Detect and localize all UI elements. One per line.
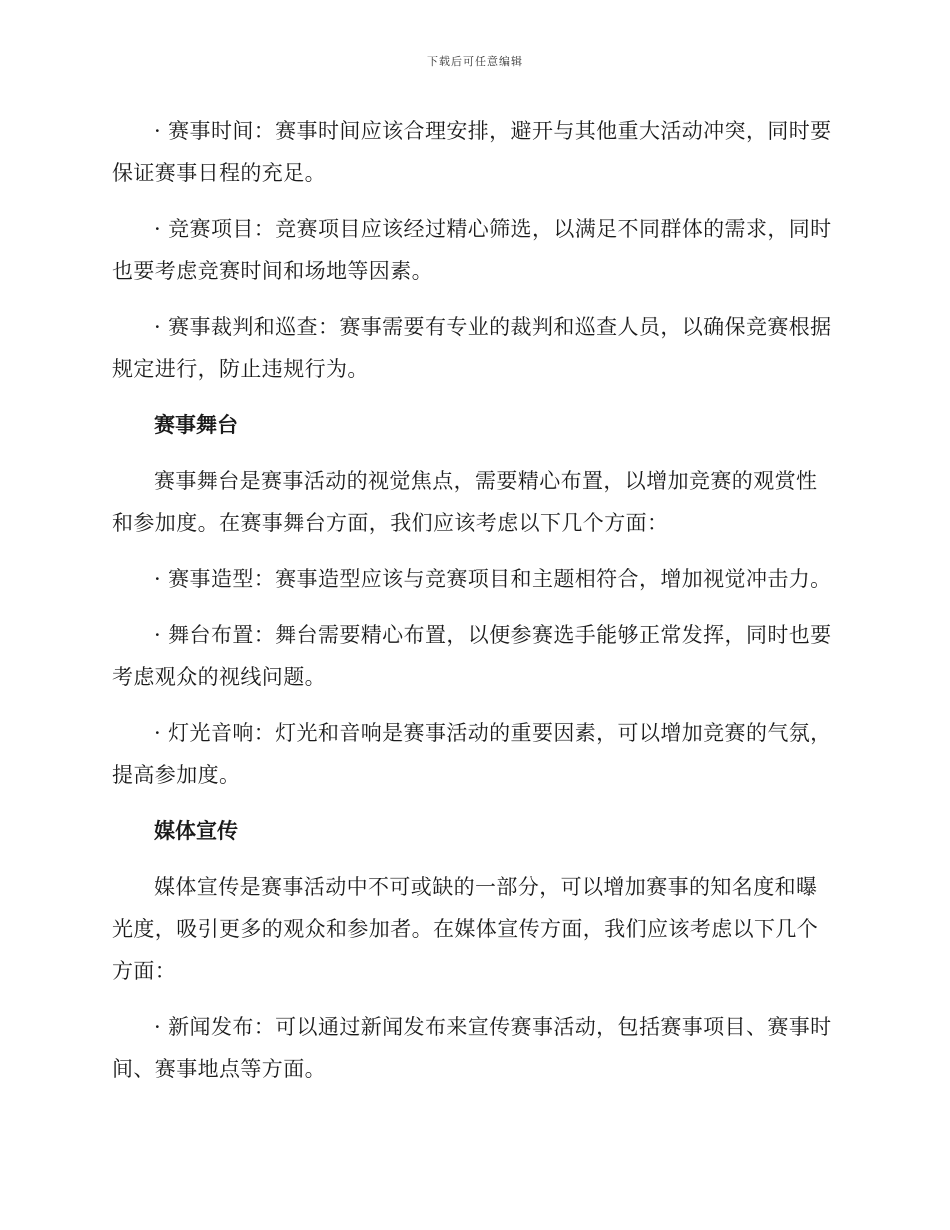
bullet-competition-items: · 竞赛项目：竞赛项目应该经过精心筛选，以满足不同群体的需求，同时也要考虑竞赛时间和场地等因素。 xyxy=(112,217,832,283)
paragraph-media-intro: 媒体宣传是赛事活动中不可或缺的一部分，可以增加赛事的知名度和曝光度，吸引更多的观众和参加者。在媒体宣传方面，我们应该考虑以下几个方面： xyxy=(112,875,819,983)
section-heading-stage: 赛事舞台 xyxy=(154,413,238,437)
page-header: 下载后可任意编辑 xyxy=(427,55,523,68)
section-heading-media: 媒体宣传 xyxy=(154,819,238,843)
document-body xyxy=(112,110,832,1104)
bullet-lighting-sound: · 灯光音响：灯光和音响是赛事活动的重要因素，可以增加竞赛的气氛，提高参加度。 xyxy=(112,721,832,787)
bullet-referee-inspection: · 赛事裁判和巡查：赛事需要有专业的裁判和巡查人员，以确保竞赛根据规定进行，防止违规行为。 xyxy=(112,315,832,381)
bullet-stage-layout: · 舞台布置：舞台需要精心布置，以便参赛选手能够正常发挥，同时也要考虑观众的视线问题。 xyxy=(112,623,832,689)
paragraph-stage-intro: 赛事舞台是赛事活动的视觉焦点，需要精心布置，以增加竞赛的观赏性和参加度。在赛事舞台方面，我们应该考虑以下几个方面： xyxy=(112,469,818,535)
bullet-event-styling: · 赛事造型：赛事造型应该与竞赛项目和主题相符合，增加视觉冲击力。 xyxy=(154,567,832,591)
bullet-event-time: · 赛事时间：赛事时间应该合理安排，避开与其他重大活动冲突，同时要保证赛事日程的充足。 xyxy=(112,119,832,185)
bullet-press-release: · 新闻发布：可以通过新闻发布来宣传赛事活动，包括赛事项目、赛事时间、赛事地点等方面。 xyxy=(112,1015,832,1081)
